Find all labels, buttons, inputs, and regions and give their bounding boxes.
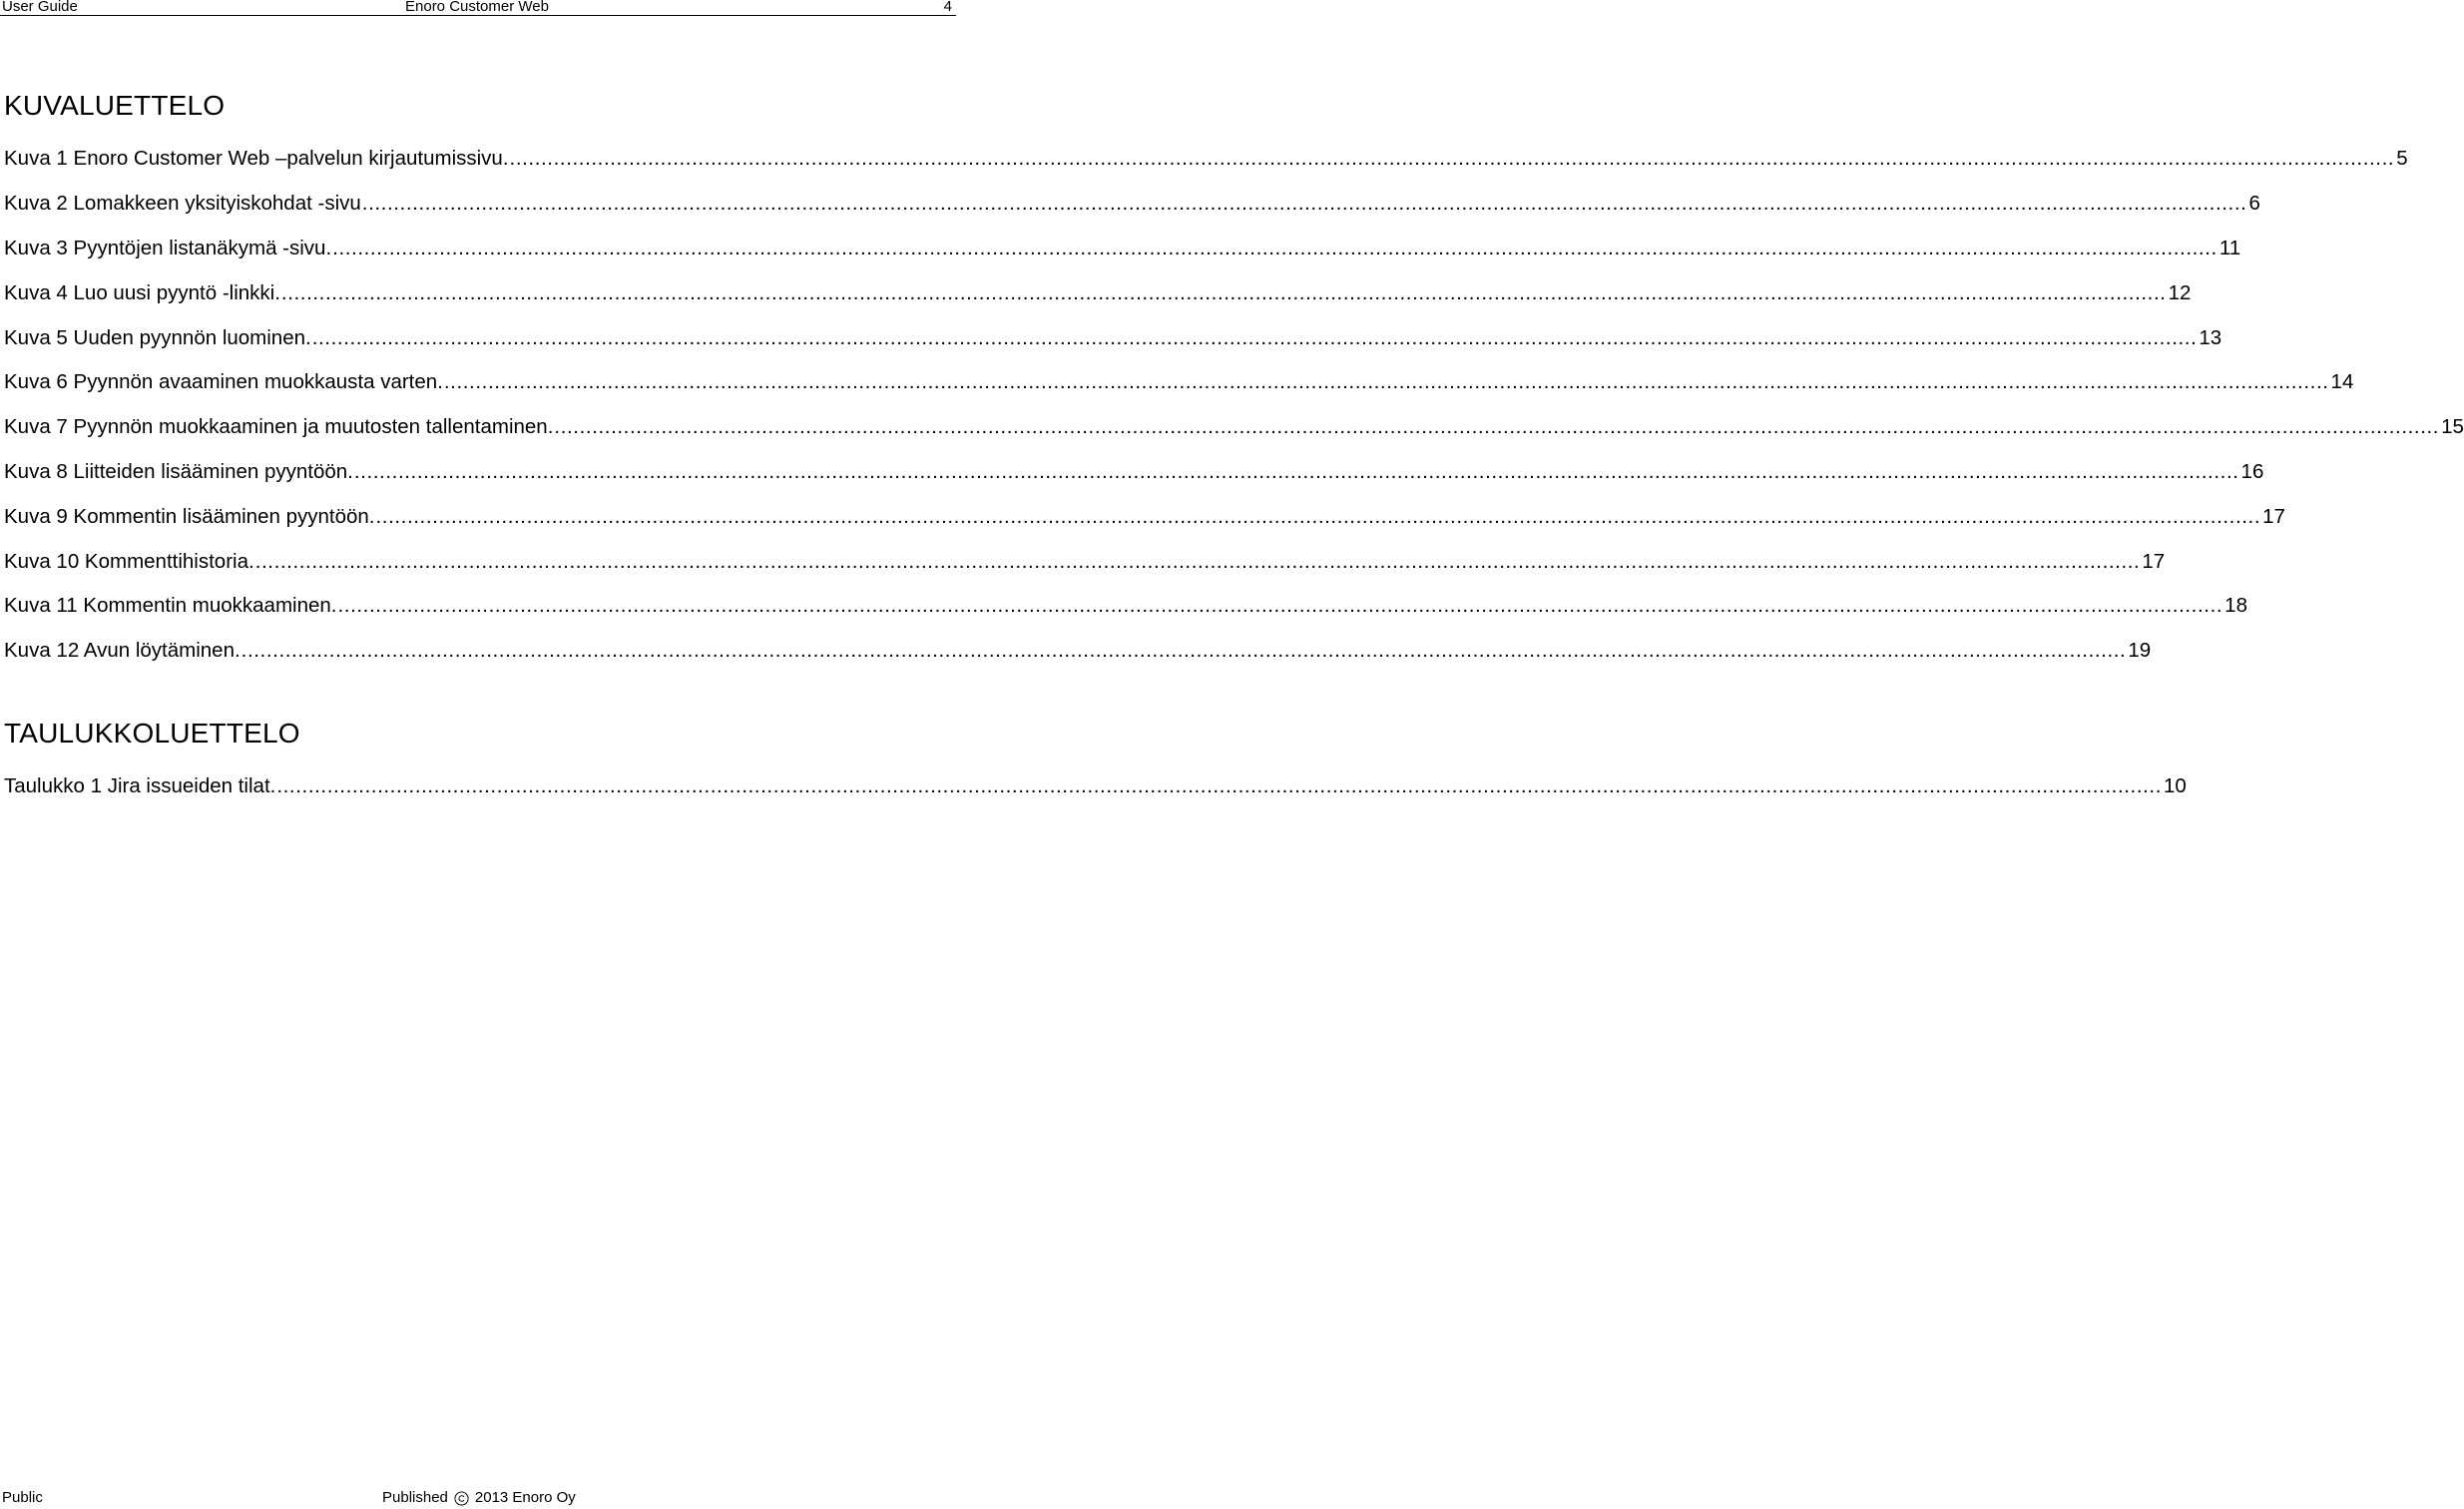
- toc-entry-label: Kuva 3 Pyyntöjen listanäkymä -sivu.: [4, 236, 332, 259]
- dot-leader: ............................................................................................................................................................................................................................................................................................................: [337, 594, 2223, 618]
- dot-leader: ............................................................................................................................................................................................................................................................................................................: [332, 236, 2218, 259]
- footer-classification: Public: [2, 1489, 43, 1506]
- header-document-type: User Guide: [2, 0, 78, 15]
- toc-entry[interactable]: [4, 360, 2354, 405]
- toc-entry[interactable]: [4, 137, 2408, 182]
- toc-entry-page-number: 12: [2168, 280, 2192, 304]
- dot-leader: ............................................................................................................................................................................................................................................................................................................: [311, 325, 2198, 349]
- toc-entry[interactable]: [4, 539, 2166, 584]
- footer-copyright-text: 2013 Enoro Oy: [474, 1489, 576, 1506]
- dot-leader: ............................................................................................................................................................................................................................................................................................................: [241, 639, 2127, 663]
- toc-entry-page-number: 11: [2218, 236, 2241, 259]
- dot-leader: ............................................................................................................................................................................................................................................................................................................: [276, 774, 2163, 798]
- toc-entry-label: Kuva 10 Kommenttihistoria.: [4, 549, 254, 573]
- toc-entry[interactable]: [4, 450, 2264, 495]
- toc-entry[interactable]: [4, 764, 2187, 809]
- dot-leader: ............................................................................................................................................................................................................................................................................................................: [353, 459, 2239, 483]
- toc-entry-page-number: 15: [2441, 415, 2464, 439]
- toc-entry-label: Kuva 12 Avun löytäminen.: [4, 639, 241, 663]
- figure-list-heading: KUVALUETTELO: [4, 90, 226, 121]
- toc-entry-label: Kuva 6 Pyynnön avaaminen muokkausta varten.: [4, 370, 443, 394]
- toc-entry-label: Taulukko 1 Jira issueiden tilat.: [4, 774, 276, 798]
- header-product-name: Enoro Customer Web: [405, 0, 549, 15]
- footer-published: [382, 1487, 576, 1509]
- toc-entry-label: Kuva 1 Enoro Customer Web –palvelun kirjautumissivu.: [4, 147, 509, 171]
- toc-entry-page-number: 16: [2240, 459, 2264, 483]
- toc-entry[interactable]: [4, 227, 2241, 271]
- toc-entry-page-number: 6: [2248, 192, 2260, 216]
- toc-entry-label: Kuva 2 Lomakkeen yksityiskohdat -sivu: [4, 192, 361, 216]
- page-footer: [0, 1487, 958, 1509]
- toc-entry-page-number: 17: [2262, 504, 2285, 528]
- header-page-number: 4: [943, 0, 952, 15]
- dot-leader: ............................................................................................................................................................................................................................................................................................................: [375, 504, 2261, 528]
- toc-entry-label: Kuva 7 Pyynnön muokkaaminen ja muutosten tallentaminen.: [4, 415, 554, 439]
- toc-entry[interactable]: [4, 405, 2464, 450]
- dot-leader: ............................................................................................................................................................................................................................................................................................................: [443, 370, 2329, 394]
- toc-entry-label: Kuva 8 Liitteiden lisääminen pyyntöön.: [4, 459, 353, 483]
- dot-leader: ............................................................................................................................................................................................................................................................................................................: [509, 147, 2395, 171]
- dot-leader: ............................................................................................................................................................................................................................................................................................................: [554, 415, 2440, 439]
- toc-entry-label: Kuva 11 Kommentin muokkaaminen.: [4, 594, 337, 618]
- toc-entry-page-number: 18: [2224, 594, 2247, 618]
- toc-entry-label: Kuva 5 Uuden pyynnön luominen.: [4, 325, 311, 349]
- toc-entry[interactable]: [4, 629, 2152, 674]
- toc-entry-page-number: 17: [2142, 549, 2166, 573]
- dot-leader: ............................................................................................................................................................................................................................................................................................................: [280, 280, 2167, 304]
- copyright-icon: [454, 1491, 469, 1506]
- page-header: [0, 0, 956, 16]
- toc-entry-page-number: 10: [2164, 774, 2187, 798]
- toc-entry[interactable]: [4, 584, 2247, 629]
- toc-entry[interactable]: [4, 182, 2260, 227]
- toc-entry[interactable]: [4, 494, 2285, 539]
- toc-entry-label: Kuva 4 Luo uusi pyyntö -linkki.: [4, 280, 280, 304]
- table-list-heading: TAULUKKOLUETTELO: [4, 718, 300, 749]
- figure-list: [4, 137, 2464, 674]
- toc-entry-page-number: 5: [2396, 147, 2408, 171]
- toc-entry-label: Kuva 9 Kommentin lisääminen pyyntöön.: [4, 504, 375, 528]
- toc-entry-page-number: 13: [2199, 325, 2222, 349]
- toc-entry[interactable]: [4, 270, 2192, 315]
- toc-entry[interactable]: [4, 315, 2222, 360]
- toc-entry-page-number: 19: [2128, 639, 2152, 663]
- table-list: [4, 764, 2187, 809]
- toc-entry-page-number: 14: [2330, 370, 2354, 394]
- dot-leader: ............................................................................................................................................................................................................................................................................................................: [254, 549, 2141, 573]
- dot-leader: ............................................................................................................................................................................................................................................................................................................: [361, 192, 2247, 216]
- footer-published-label: Published: [382, 1489, 448, 1506]
